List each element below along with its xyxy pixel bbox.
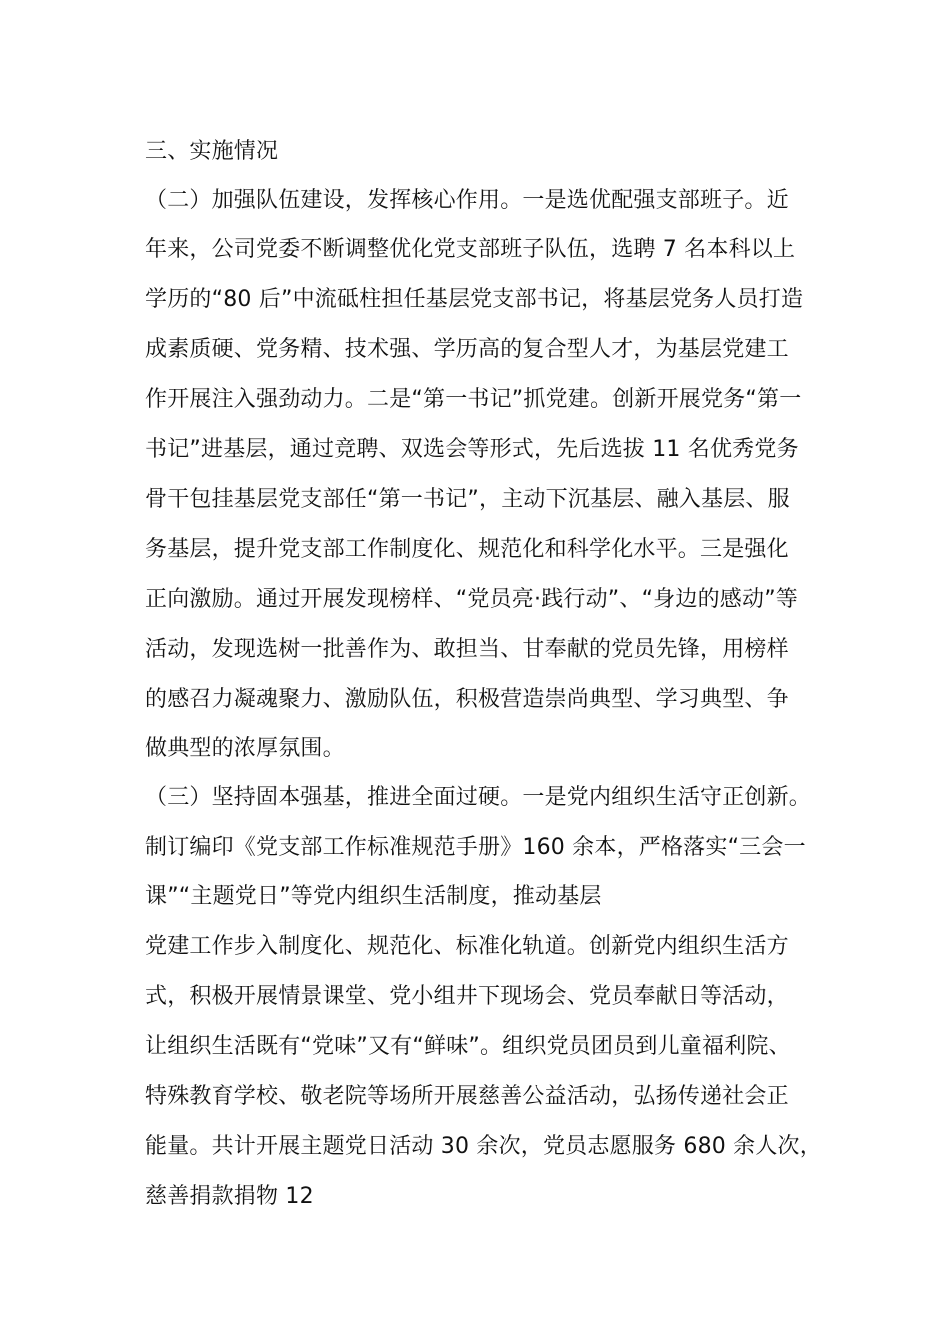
text-line: 让组织生活既有“党味”又有“鲜味”。组织党员团员到儿童福利院、 [145,1034,791,1059]
text-line: （二）加强队伍建设，发挥核心作用。一是选优配强支部班子。近 [145,188,789,213]
text-line: 务基层，提升党支部工作制度化、规范化和科学化水平。三是强化 [145,537,789,562]
text-line: 做典型的浓厚氛围。 [145,736,345,761]
text-line: 的感召力凝魂聚力、激励队伍，积极营造崇尚典型、学习典型、争 [145,687,789,712]
text-line: 正向激励。通过开展发现榜样、“党员亮·践行动”、“身边的感动”等 [145,587,798,612]
text-line: 成素质硬、党务精、技术强、学历高的复合型人才，为基层党建工 [145,337,789,362]
text-line: 党建工作步入制度化、规范化、标准化轨道。创新党内组织生活方 [145,934,789,959]
section-heading: 三、实施情况 [145,139,279,164]
text-line: 慈善捐款捐物 12 [145,1184,314,1209]
text-line: 作开展注入强劲动力。二是“第一书记”抓党建。创新开展党务“第一 [145,387,802,412]
text-line: 能量。共计开展主题党日活动 30 余次，党员志愿服务 680 余人次， [145,1134,822,1159]
text-line: 制订编印《党支部工作标准规范手册》160 余本，严格落实“三会一 [145,835,806,860]
text-line: 书记”进基层，通过竞聘、双选会等形式，先后选拔 11 名优秀党务 [145,437,799,462]
text-line: 年来，公司党委不断调整优化党支部班子队伍，选聘 7 名本科以上 [145,237,796,262]
text-line: 特殊教育学校、敬老院等场所开展慈善公益活动，弘扬传递社会正 [145,1084,789,1109]
text-line: 活动，发现选树一批善作为、敢担当、甘奉献的党员先锋，用榜样 [145,637,789,662]
text-line: 骨干包挂基层党支部任“第一书记”，主动下沉基层、融入基层、服 [145,487,790,512]
text-line: （三）坚持固本强基，推进全面过硬。一是党内组织生活守正创新。 [145,785,812,810]
text-line: 课”“主题党日”等党内组织生活制度，推动基层 [145,884,602,909]
text-line: 式，积极开展情景课堂、党小组井下现场会、党员奉献日等活动， [145,984,789,1009]
text-line: 学历的“80 后”中流砥柱担任基层党支部书记，将基层党务人员打造 [145,287,804,312]
